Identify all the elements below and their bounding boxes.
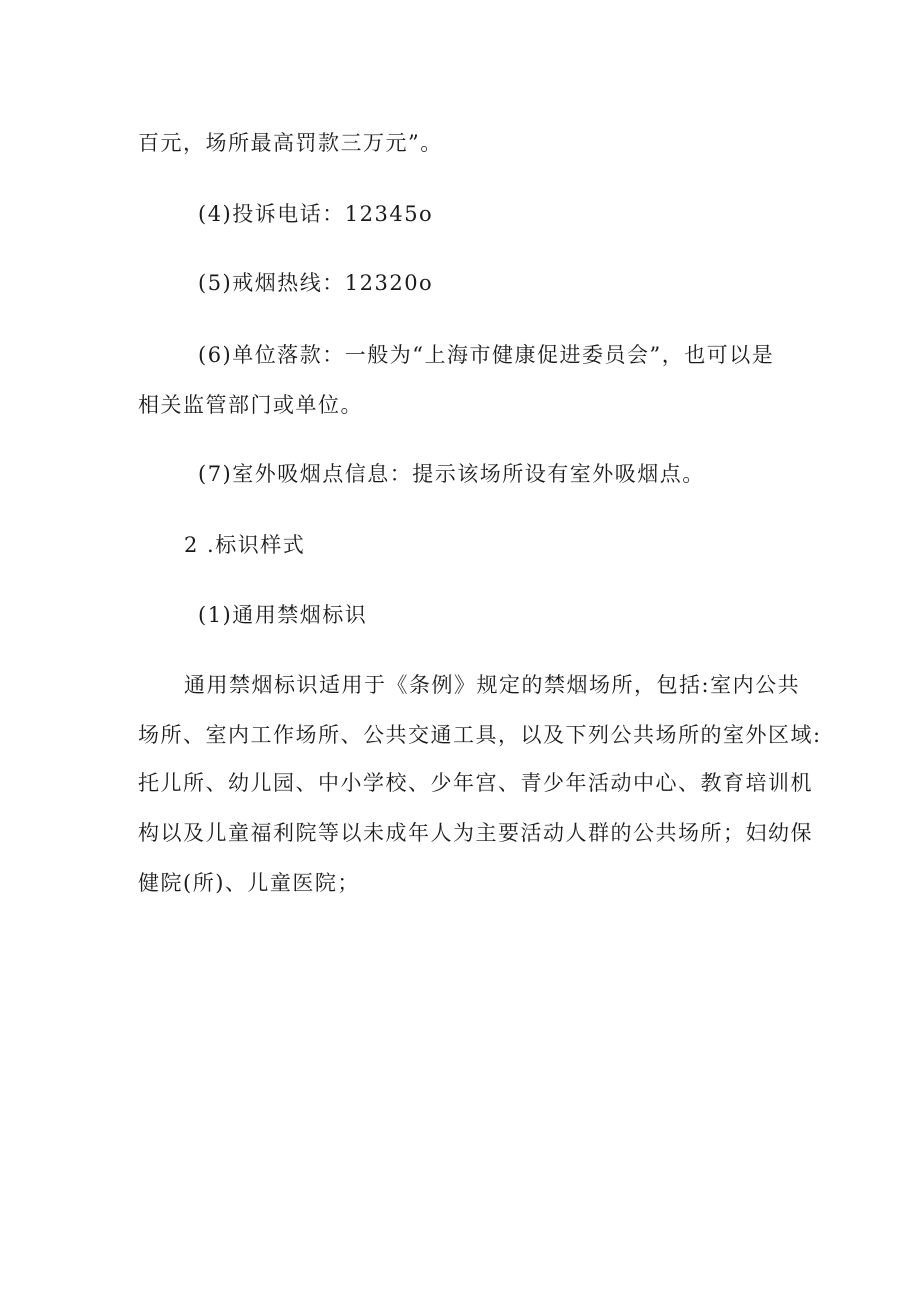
section-heading-sign-style: 2 .标识样式 (184, 533, 306, 557)
item-unit-signature: (6)单位落款：一般为“上海市健康促进委员会”，也可以是 (198, 343, 775, 367)
item-quit-smoking-hotline: (5)戒烟热线：12320o (198, 271, 434, 295)
paragraph-line-1: 通用禁烟标识适用于《条例》规定的禁烟场所，包括:室内公共 (184, 673, 801, 697)
paragraph-line-3: 托儿所、幼儿园、中小学校、少年宫、青少年活动中心、教育培训机 (138, 771, 813, 795)
paragraph-line-5: 健院(所)、儿童医院； (138, 871, 360, 895)
item-unit-signature-cont: 相关监管部门或单位。 (138, 393, 363, 417)
paragraph-line-4: 构以及儿童福利院等以未成年人为主要活动人群的公共场所；妇幼保 (138, 821, 813, 845)
paragraph-line-2: 场所、室内工作场所、公共交通工具，以及下列公共场所的室外区域: (138, 723, 822, 747)
subsection-heading-general-sign: (1)通用禁烟标识 (198, 603, 368, 627)
text-line-penalty: 百元，场所最高罚款三万元”。 (138, 131, 443, 155)
item-outdoor-smoking-point: (7)室外吸烟点信息：提示该场所设有室外吸烟点。 (198, 462, 705, 486)
item-complaint-phone: (4)投诉电话：12345o (198, 202, 434, 226)
